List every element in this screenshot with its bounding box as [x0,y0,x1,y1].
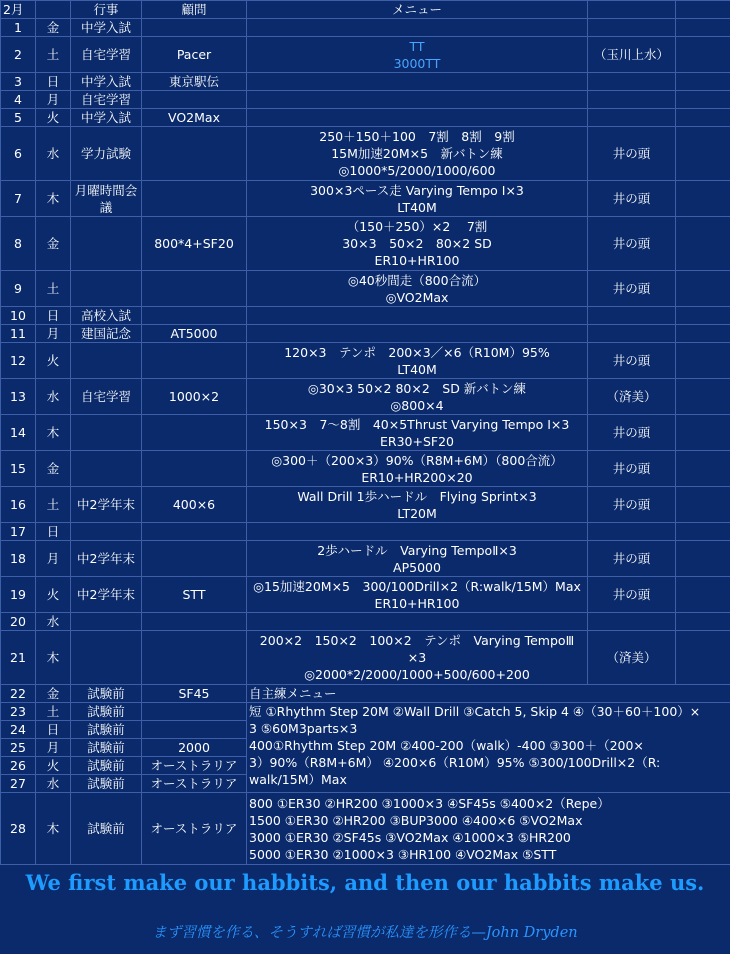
advisor-cell: 400×6 [142,487,247,523]
date-cell: 11 [1,325,36,343]
extra-cell [676,109,730,127]
table-row [1,127,730,181]
event-cell: 試験前 [71,739,142,757]
advisor-cell: VO2Max [142,109,247,127]
date-cell: 12 [1,343,36,379]
extra-header [676,1,730,19]
event-cell: 自宅学習 [71,379,142,415]
date-cell: 8 [1,217,36,271]
place-cell: 井の頭 [588,271,676,307]
weekday-cell: 土 [36,487,71,523]
event-cell: 自宅学習 [71,91,142,109]
date-cell: 18 [1,541,36,577]
place-cell: 井の頭 [588,415,676,451]
event-cell: 月曜時間会議 [71,181,142,217]
menu-line: AP5000 [393,559,441,575]
menu-cell [247,523,588,541]
advisor-cell [142,181,247,217]
date-cell: 26 [1,757,36,775]
menu-line: 120×3 テンポ 200×3／×6（R10M）95% [284,344,550,360]
table-row [1,109,730,127]
table-row [1,343,730,379]
weekday-cell: 火 [36,757,71,775]
menu-line: ER10+HR100 [374,253,460,268]
event-cell [71,271,142,307]
event-cell: 中2学年末 [71,541,142,577]
menu-cell [247,217,588,271]
menu-cell [247,19,588,37]
date-cell: 22 [1,685,36,703]
event-cell [71,217,142,271]
menu-line: 15M加速20M×5 新バトン練 [331,146,503,161]
menu-line: 150×3 7〜8割 40×5Thrust Varying Tempo Ⅰ×3 [264,416,570,432]
weekday-cell: 木 [36,631,71,685]
schedule-body [1,1,730,865]
table-row [1,181,730,217]
weekday-cell: 火 [36,577,71,613]
event-cell [71,523,142,541]
date-cell: 7 [1,181,36,217]
menu-line: 3000TT [393,55,441,71]
menu-line: ◎1000*5/2000/1000/600 [338,163,496,178]
advisor-cell [142,451,247,487]
advisor-cell: STT [142,577,247,613]
menu-line: ◎800×4 [390,397,444,413]
menu-line: 300×3ペース走 Varying Tempo Ⅰ×3 [310,182,524,198]
weekday-cell: 金 [36,451,71,487]
menu-line: 200×2 150×2 100×2 テンポ Varying TempoⅢ [259,633,575,648]
date-cell: 28 [1,793,36,865]
advisor-cell [142,91,247,109]
weekday-cell: 火 [36,109,71,127]
menu-line: ◎15加速20M×5 300/100Drill×2（R:walk/15M）Max [253,578,581,594]
table-row [1,37,730,73]
extra-cell [676,523,730,541]
dow-header [36,1,71,19]
advisor-cell [142,127,247,181]
menu-cell [247,415,588,451]
advisor-cell: オーストラリア [142,775,247,793]
advisor-cell [142,613,247,631]
weekday-cell: 日 [36,523,71,541]
table-row [1,703,730,721]
menu-line: ER10+HR100 [374,595,460,611]
event-header: 行事 [71,1,142,19]
month-header: 2月 [1,1,36,19]
event-cell: 中学入試 [71,73,142,91]
event-cell: 試験前 [71,757,142,775]
date-cell: 5 [1,109,36,127]
menu-cell [247,271,588,307]
advisor-cell: AT5000 [142,325,247,343]
event-cell: 試験前 [71,793,142,865]
table-row [1,487,730,523]
menu-line: walk/15M）Max [249,772,347,787]
date-cell: 6 [1,127,36,181]
advisor-cell: 東京駅伝 [142,73,247,91]
menu-line: ◎300＋（200×3）90%（R8M+6M）（800合流） [271,452,563,468]
table-row [1,73,730,91]
advisor-cell [142,703,247,721]
menu-line: 3）90%（R8M+6M） ④200×6（R10M）95% ⑤300/100Drill×2（R: [249,755,661,770]
event-cell [71,451,142,487]
date-cell: 23 [1,703,36,721]
menu-line: ER10+HR200×20 [361,469,473,485]
table-row [1,271,730,307]
event-cell: 試験前 [71,775,142,793]
weekday-cell: 月 [36,91,71,109]
menu-line: 30×3 50×2 80×2 SD [342,236,492,251]
extra-cell [676,19,730,37]
advisor-cell: オーストラリア [142,793,247,865]
event-cell [71,631,142,685]
advisor-cell [142,523,247,541]
place-cell [588,613,676,631]
date-cell: 17 [1,523,36,541]
date-cell: 13 [1,379,36,415]
place-header [588,1,676,19]
extra-cell [676,577,730,613]
menu-line: ×3 [407,650,427,665]
advisor-cell [142,631,247,685]
weekday-cell: 火 [36,343,71,379]
extra-cell [676,73,730,91]
extra-cell [676,325,730,343]
menu-cell [247,487,588,523]
extra-cell [676,487,730,523]
extra-cell [676,379,730,415]
menu-cell [247,127,588,181]
menu-cell [247,343,588,379]
advisor-cell [142,307,247,325]
table-row [1,631,730,685]
advisor-cell: オーストラリア [142,757,247,775]
weekday-cell: 金 [36,19,71,37]
extra-cell [676,613,730,631]
advisor-cell: Pacer [142,37,247,73]
extra-cell [676,271,730,307]
advisor-cell [142,271,247,307]
event-cell [71,343,142,379]
table-row [1,451,730,487]
place-cell [588,307,676,325]
self-menu-body [247,703,730,793]
menu-line: 800 ①ER30 ②HR200 ③1000×3 ④SF45s ⑤400×2（Repe） [249,795,610,811]
date-cell: 19 [1,577,36,613]
menu-line: ◎2000*2/2000/1000+500/600+200 [304,667,530,682]
weekday-cell: 木 [36,181,71,217]
menu-line: LT20M [397,505,437,521]
event-cell [71,613,142,631]
menu-cell [247,577,588,613]
advisor-cell [142,541,247,577]
advisor-cell: SF45 [142,685,247,703]
weekday-cell: 木 [36,793,71,865]
menu-cell [247,73,588,91]
date-cell: 25 [1,739,36,757]
date-cell: 15 [1,451,36,487]
menu-cell [247,451,588,487]
menu-cell [247,91,588,109]
date-cell: 9 [1,271,36,307]
advisor-cell [142,19,247,37]
weekday-cell: 日 [36,307,71,325]
date-cell: 1 [1,19,36,37]
menu-line: 3000 ①ER30 ②SF45s ③VO2Max ④1000×3 ⑤HR200 [249,829,571,845]
extra-cell [676,451,730,487]
place-cell: 井の頭 [588,487,676,523]
date-cell: 14 [1,415,36,451]
place-cell [588,19,676,37]
menu-line: LT40M [397,199,437,215]
extra-cell [676,343,730,379]
weekday-cell: 日 [36,73,71,91]
menu-line: 400①Rhythm Step 20M ②400-200（walk）-400 ③300＋（200× [249,738,644,753]
weekday-cell: 月 [36,739,71,757]
table-row [1,685,730,703]
weekday-cell: 月 [36,541,71,577]
weekday-cell: 水 [36,379,71,415]
date-cell: 2 [1,37,36,73]
extra-cell [676,307,730,325]
place-cell: 井の頭 [588,217,676,271]
menu-line: ◎40秒間走（800合流） [347,272,487,288]
table-row [1,577,730,613]
extra-cell [676,181,730,217]
extra-cell [676,217,730,271]
event-cell: 建国記念 [71,325,142,343]
self-menu-title: 自主練メニュー [247,685,730,703]
place-cell [588,109,676,127]
event-cell: 中学入試 [71,19,142,37]
menu-line: 3 ⑤60M3parts×3 [249,721,358,736]
menu-line: 2歩ハードル Varying TempoⅡ×3 [317,542,517,558]
place-cell: （玉川上水） [588,37,676,73]
place-cell: 井の頭 [588,127,676,181]
table-row [1,793,730,865]
table-row [1,325,730,343]
extra-cell [676,127,730,181]
date-cell: 24 [1,721,36,739]
date-cell: 27 [1,775,36,793]
event-cell: 試験前 [71,703,142,721]
place-cell [588,325,676,343]
menu-cell [247,631,588,685]
weekday-cell: 月 [36,325,71,343]
advisor-cell: 1000×2 [142,379,247,415]
advisor-cell [142,343,247,379]
table-row [1,19,730,37]
place-cell: （済美） [588,631,676,685]
place-cell: 井の頭 [588,343,676,379]
event-cell [71,415,142,451]
place-cell [588,91,676,109]
weekday-cell: 土 [36,37,71,73]
extra-cell [676,415,730,451]
menu-line: TT [409,38,425,54]
date-cell: 16 [1,487,36,523]
menu-line: Wall Drill 1歩ハードル Flying Sprint×3 [297,488,537,504]
table-row [1,307,730,325]
advisor-cell: 800*4+SF20 [142,217,247,271]
event-cell: 中学入試 [71,109,142,127]
event-cell: 高校入試 [71,307,142,325]
menu-cell [247,325,588,343]
menu-line: ER30+SF20 [380,433,454,449]
event-cell: 試験前 [71,685,142,703]
advisor-header: 顧問 [142,1,247,19]
weekday-cell: 水 [36,775,71,793]
menu-cell [247,37,588,73]
place-cell: 井の頭 [588,181,676,217]
table-row [1,523,730,541]
menu-line: 5000 ①ER30 ②1000×3 ③HR100 ④VO2Max ⑤STT [249,846,557,862]
weekday-cell: 金 [36,685,71,703]
menu-line: 250＋150＋100 7割 8割 9割 [319,129,515,144]
table-row [1,91,730,109]
menu-cell [247,181,588,217]
weekday-cell: 水 [36,613,71,631]
distance-menu [247,793,730,865]
date-cell: 4 [1,91,36,109]
weekday-cell: 金 [36,217,71,271]
menu-cell [247,307,588,325]
place-cell: 井の頭 [588,541,676,577]
menu-line: ◎30×3 50×2 80×2 SD 新バトン練 [307,380,527,396]
table-row [1,541,730,577]
place-cell [588,73,676,91]
date-cell: 10 [1,307,36,325]
extra-cell [676,37,730,73]
date-cell: 3 [1,73,36,91]
place-cell: 井の頭 [588,577,676,613]
menu-cell [247,379,588,415]
menu-line: LT40M [397,361,437,377]
weekday-cell: 土 [36,703,71,721]
event-cell: 中2学年末 [71,577,142,613]
menu-line: ◎VO2Max [385,289,449,305]
event-cell: 試験前 [71,721,142,739]
advisor-cell [142,415,247,451]
weekday-cell: 日 [36,721,71,739]
menu-cell [247,109,588,127]
table-row [1,379,730,415]
event-cell: 自宅学習 [71,37,142,73]
event-cell: 学力試験 [71,127,142,181]
table-row [1,217,730,271]
advisor-cell [142,721,247,739]
place-cell: （済美） [588,379,676,415]
date-cell: 20 [1,613,36,631]
quote-english: We first make our habbits, and then our habbits make us. [25,870,705,895]
date-cell: 21 [1,631,36,685]
weekday-cell: 木 [36,415,71,451]
extra-cell [676,541,730,577]
table-row [1,415,730,451]
menu-line: 1500 ①ER30 ②HR200 ③BUP3000 ④400×6 ⑤VO2Max [249,812,583,828]
event-cell: 中2学年末 [71,487,142,523]
weekday-cell: 土 [36,271,71,307]
menu-line: 短 ①Rhythm Step 20M ②Wall Drill ③Catch 5, Skip 4 ④（30＋60＋100）× [249,704,701,719]
table-row [1,613,730,631]
place-cell: 井の頭 [588,451,676,487]
extra-cell [676,631,730,685]
quote-japanese: まず習慣を作る、そうすれば習慣が私達を形作る—John Dryden [152,925,578,941]
menu-cell [247,613,588,631]
place-cell [588,523,676,541]
advisor-cell: 2000 [142,739,247,757]
extra-cell [676,91,730,109]
menu-header: メニュー [247,1,588,19]
header-row [1,1,730,19]
menu-cell [247,541,588,577]
weekday-cell: 水 [36,127,71,181]
menu-line: （150＋250）×2 7割 [346,219,488,234]
